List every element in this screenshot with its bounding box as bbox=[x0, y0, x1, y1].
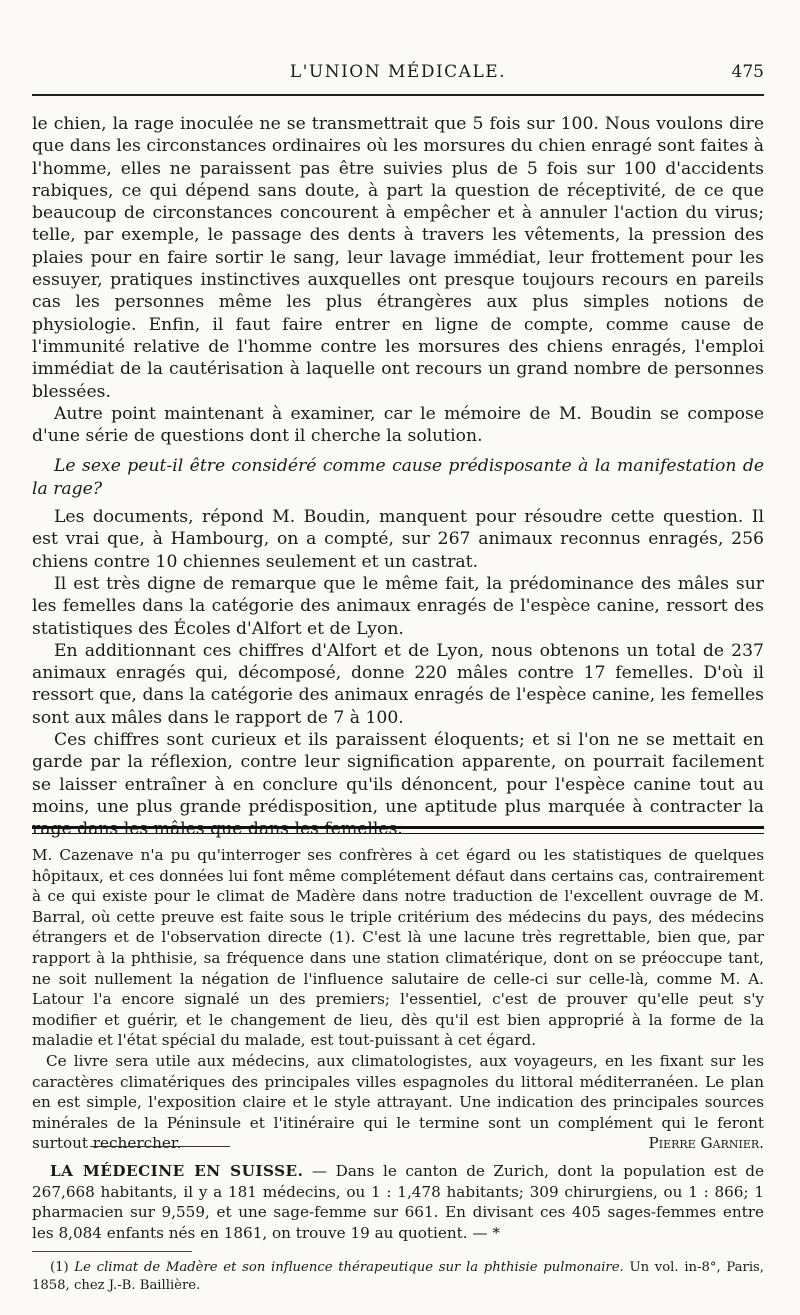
news-item bbox=[32, 1161, 764, 1243]
paragraph-conclusion: Ces chiffres sont curieux et ils paraissent éloquents; et si l'on ne se mettait en garde par la réflexion, contre leur signification apparente, on pourrait facilement se laisser entraîner à en conclure qu'ils dénoncent, pour l'espèce canine tout au moins, une plus grande prédisposition, une aptitude plus marquée à contracter la rage dans les mâles que dans les femelles. bbox=[32, 730, 764, 840]
running-head bbox=[32, 62, 764, 86]
book-review bbox=[32, 845, 764, 1154]
paragraph-totals: En additionnant ces chiffres d'Alfort et de Lyon, nous obtenons un total de 237 animaux enragés qui, décomposé, donne 220 mâles contre 17 femelles. D'où il ressort que, dans la catégorie des animaux enragés de l'espèce canine, les femelles sont aux mâles dans le rapport de 7 à 100. bbox=[32, 640, 764, 728]
footnote-publication: Un vol. in-8°, Paris, 1858, chez J.-B. Baillière. bbox=[32, 1260, 765, 1293]
section-divider bbox=[32, 826, 764, 834]
review-paragraph-2-text: Ce livre sera utile aux médecins, aux climatologistes, aux voyageurs, en les fixant sur les caractères climatériques des principales villes espagnoles du littoral méditerranéen. Le plan en est simple, l'exposition claire et le style attrayant. Une indication des principales sources minérales de la Péninsule et l'itinéraire qui le termine sont un complément qui le feront surtout rechercher. bbox=[32, 1051, 764, 1153]
main-article bbox=[32, 113, 764, 841]
header-rule bbox=[32, 94, 764, 96]
news-paragraph bbox=[32, 1161, 764, 1243]
review-paragraph-1: M. Cazenave n'a pu qu'interroger ses confrères à cet égard ou les statistiques de quelques hôpitaux, et ces données lui font même complétement défaut dans certains cas, contrairement à ce qui existe pour le climat de Madère dans notre traduction de l'excellent ouvrage de M. Barral, où cette preuve est faite sous le triple critérium des médecins du pays, des médecins étrangers et de l'observation directe (1). C'est là une lacune très regrettable, bien que, par rapport à la phthisie, sa fréquence dans une station climatérique, dont on se préoccupe tant, ne soit nullement la négation de l'influence salutaire de celle-ci sur celle-là, comme M. A. Latour l'a encore signalé un des premiers; l'essentiel, c'est de prouver qu'elle peut s'y modifier et guérir, et le changement de lieu, dès qu'il est bien approprié à la forme de la maladie et l'état spécial du malade, est tout-puissant à cet égard. bbox=[32, 846, 764, 1050]
paragraph-hamburg: Les documents, répond M. Boudin, manquent pour résoudre cette question. Il est vrai que, à Hambourg, on a compté, sur 267 animaux reconnus enragés, 256 chiens contre 10 chiennes seulement et un castrat. bbox=[32, 507, 764, 572]
paragraph-alfort-lyon: Il est très digne de remarque que le même fait, la prédominance des mâles sur les femelles dans la catégorie des animaux enragés de l'espèce canine, ressort des statistiques des Écoles d'Alfort et de Lyon. bbox=[32, 573, 764, 639]
news-text: — Dans le canton de Zurich, dont la population est de 267,668 habitants, il y a 181 médecins, ou 1 : 1,478 habitants; 309 chirurgiens, ou 1 : 866; 1 pharmacien sur 9,559, et une sage-femme sur 661. En divisant ces 405 sages-femmes entre les 8,084 enfants nés en 1861, on trouve 19 au quotient. — * bbox=[32, 1162, 764, 1242]
page-number: 475 bbox=[731, 62, 764, 82]
footnote-mark: (1) bbox=[50, 1260, 75, 1275]
paragraph-rabies-transmission: le chien, la rage inoculée ne se transmettrait que 5 fois sur 100. Nous voulons dire que dans les circonstances ordinaires où les morsures du chien enragé sont faites à l'homme, elles ne paraissent pas être suivies plus de 5 fois sur 100 d'accidents rabiques, ce qui dépend sans doute, à part la question de réceptivité, de ce que beaucoup de circonstances concourent à empêcher et à annuler l'action du virus; telle, par exemple, le passage des dents à travers les vêtements, la pression des plaies pour en faire sortir le sang, leur lavage immédiat, leur frottement pour les essuyer, pratiques instinctives auxquelles ont presque toujours recours en pareils cas les personnes même les plus étrangères aux plus simples notions de physiologie. Enfin, il faut faire entrer en ligne de compte, comme cause de l'immunité relative de l'homme contre les morsures des chiens enragés, l'emploi immédiat de la cautérisation à laquelle ont recours un grand nombre de personnes blessées. bbox=[32, 114, 764, 402]
news-divider bbox=[90, 1146, 230, 1147]
paragraph-next-point: Autre point maintenant à examiner, car le mémoire de M. Boudin se compose d'une série de questions dont il cherche la solution. bbox=[32, 403, 764, 447]
footnote-rule bbox=[32, 1251, 192, 1252]
review-signature: Pierre Garnier. bbox=[648, 1134, 764, 1153]
news-rubric: LA MÉDECINE EN SUISSE. bbox=[50, 1162, 304, 1180]
question-heading: Le sexe peut-il être considéré comme cause prédisposante à la manifestation de la rage? bbox=[32, 456, 764, 499]
footnote bbox=[32, 1259, 764, 1294]
footnote-book-title: Le climat de Madère et son influence thérapeutique sur la phthisie pulmonaire. bbox=[74, 1260, 624, 1275]
footnote-paragraph bbox=[32, 1259, 764, 1294]
journal-title: L'UNION MÉDICALE. bbox=[289, 62, 507, 82]
review-paragraph-2 bbox=[32, 1051, 764, 1154]
